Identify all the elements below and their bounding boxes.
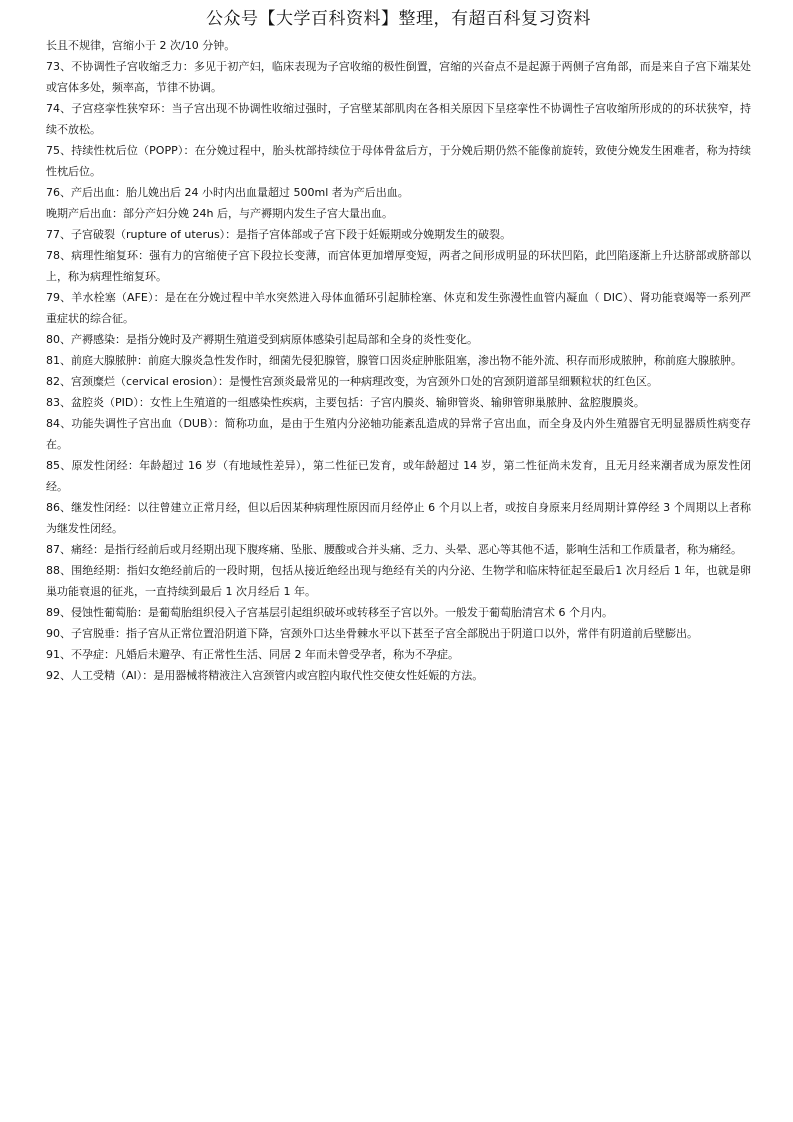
entry-87: 87、痛经：是指行经前后或月经期出现下腹疼痛、坠胀、腰酸或合并头痛、乏力、头晕、恶心等其他不适，影响生活和工作质量者，称为痛经。 <box>46 543 742 556</box>
entry-75: 75、持续性枕后位（POPP）：在分娩过程中，胎头枕部持续位于母体骨盆后方，于分娩后期仍然不能像前旋转，致使分娩发生困难者，称为持续性枕后位。 <box>46 144 751 178</box>
page-header-title: 公众号【大学百科资料】整理，有超百科复习资料 <box>206 9 591 29</box>
entry-91: 91、不孕症：凡婚后未避孕、有正常性生活、同居 2 年而未曾受孕者，称为不孕症。 <box>46 648 459 661</box>
entry-86: 86、继发性闭经：以往曾建立正常月经，但以后因某种病理性原因而月经停止 6 个月以上者，或按自身原来月经周期计算停经 3 个周期以上者称为继发性闭经。 <box>46 501 751 535</box>
document-body <box>46 35 751 686</box>
entry-82: 82、宫颈糜烂（cervical erosion）：是慢性宫颈炎最常见的一种病理改变，为宫颈外口处的宫颈阴道部呈细颗粒状的红色区。 <box>46 375 659 388</box>
entry-84: 84、功能失调性子宫出血（DUB）：简称功血，是由于生殖内分泌轴功能紊乱造成的异常子宫出血，而全身及内外生殖器官无明显器质性病变存在。 <box>46 417 751 451</box>
entry-81: 81、前庭大腺脓肿：前庭大腺炎急性发作时，细菌先侵犯腺管，腺管口因炎症肿胀阻塞，渗出物不能外流、积存而形成脓肿，称前庭大腺脓肿。 <box>46 354 742 367</box>
entry-77: 77、子宫破裂（rupture of uterus）：是指子宫体部或子宫下段于妊娠期或分娩期发生的破裂。 <box>46 228 512 241</box>
entry-73: 73、不协调性子宫收缩乏力：多见于初产妇，临床表现为子宫收缩的极性倒置，宫缩的兴奋点不是起源于两侧子宫角部，而是来自子宫下端某处或宫体多处，频率高，节律不协调。 <box>46 60 751 94</box>
paragraph-continued: 长且不规律，宫缩小于 2 次/10 分钟。 <box>46 39 236 52</box>
entry-83: 83、盆腔炎（PID）：女性上生殖道的一组感染性疾病，主要包括：子宫内膜炎、输卵管炎、输卵管卵巢脓肿、盆腔腹膜炎。 <box>46 396 645 409</box>
entry-90: 90、子宫脱垂：指子宫从正常位置沿阴道下降，宫颈外口达坐骨棘水平以下甚至子宫全部脱出于阴道口以外，常伴有阴道前后壁膨出。 <box>46 627 698 640</box>
entry-80: 80、产褥感染：是指分娩时及产褥期生殖道受到病原体感染引起局部和全身的炎性变化。 <box>46 333 478 346</box>
entry-79: 79、羊水栓塞（AFE）：是在在分娩过程中羊水突然进入母体血循环引起肺栓塞、休克和发生弥漫性血管内凝血（ DIC）、肾功能衰竭等一系列严重症状的综合征。 <box>46 291 751 325</box>
entry-88: 88、围绝经期：指妇女绝经前后的一段时期，包括从接近绝经出现与绝经有关的内分泌、生物学和临床特征起至最后1 次月经后 1 年，也就是卵巢功能衰退的征兆，一直持续到最后 1 次月经后 1 年。 <box>46 564 751 598</box>
entry-76: 76、产后出血：胎儿娩出后 24 小时内出血量超过 500ml 者为产后出血。 <box>46 186 409 199</box>
entry-85: 85、原发性闭经：年龄超过 16 岁（有地域性差异），第二性征已发育，或年龄超过 14 岁，第二性征尚未发育，且无月经来潮者成为原发性闭经。 <box>46 459 751 493</box>
entry-89: 89、侵蚀性葡萄胎：是葡萄胎组织侵入子宫基层引起组织破坏或转移至子宫以外。一般发于葡萄胎清宫术 6 个月内。 <box>46 606 613 619</box>
entry-92: 92、人工受精（AI）：是用器械将精液注入宫颈管内或宫腔内取代性交使女性妊娠的方法。 <box>46 669 484 682</box>
entry-78: 78、病理性缩复环：强有力的宫缩使子宫下段拉长变薄，而宫体更加增厚变短，两者之间形成明显的环状凹陷，此凹陷逐渐上升达脐部或脐部以上，称为病理性缩复环。 <box>46 249 751 283</box>
entry-76-late: 晚期产后出血：部分产妇分娩 24h 后，与产褥期内发生子宫大量出血。 <box>46 207 393 220</box>
entry-74: 74、子宫痉挛性狭窄环：当子宫出现不协调性收缩过强时，子宫壁某部肌肉在各相关原因下呈痉挛性不协调性子宫收缩所形成的的环状狭窄，持续不放松。 <box>46 102 751 136</box>
